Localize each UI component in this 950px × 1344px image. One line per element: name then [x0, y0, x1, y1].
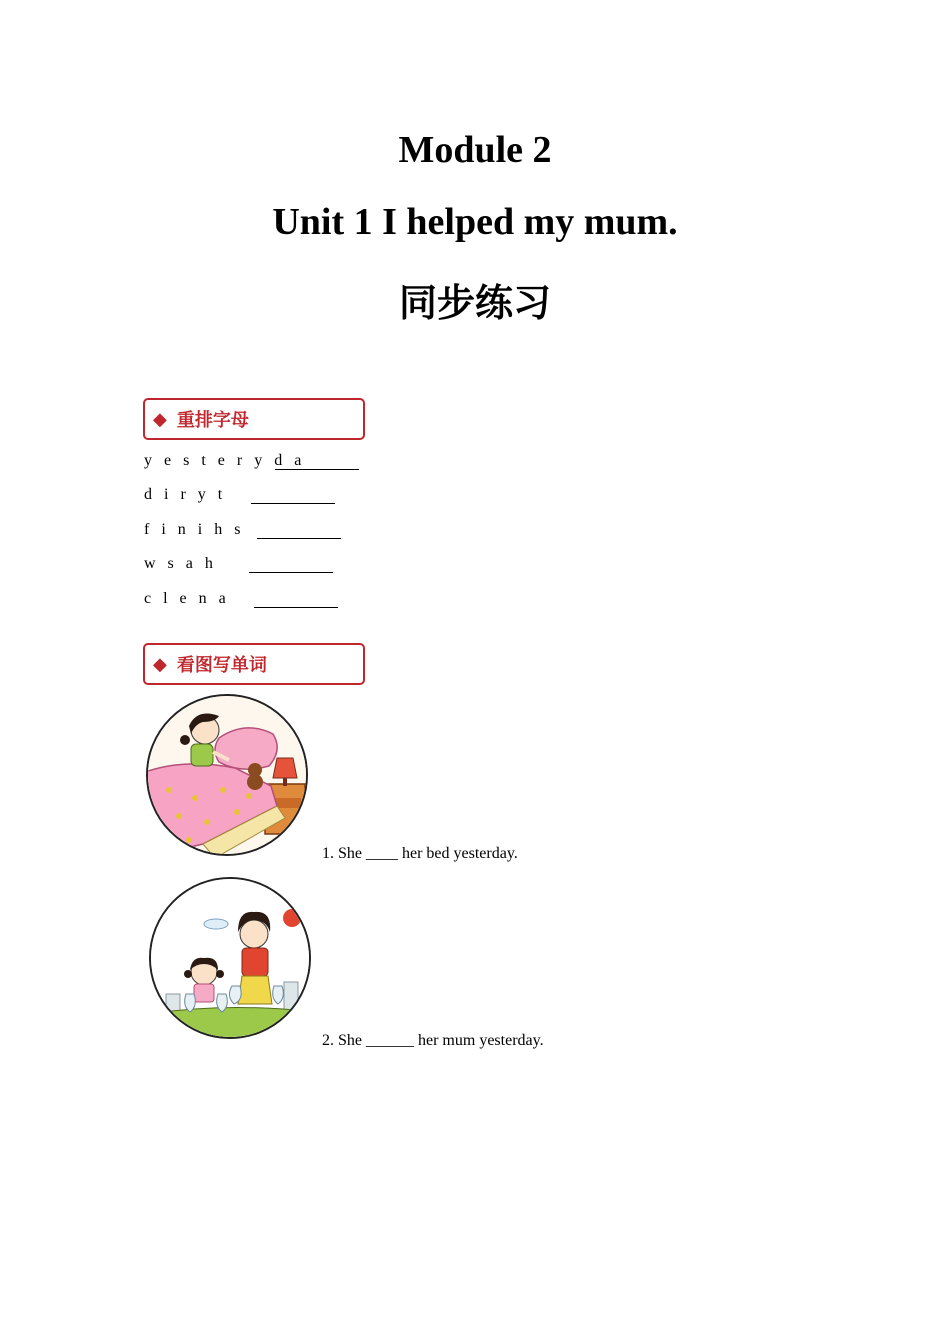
answer-blank[interactable]	[257, 538, 341, 539]
answer-blank[interactable]	[251, 503, 335, 504]
module-title: Module 2	[398, 129, 552, 171]
answer-blank[interactable]	[249, 572, 333, 573]
section-title: 重排字母	[176, 410, 249, 431]
exercise-sentence-1: 1. She ____ her bed yesterday.	[322, 845, 518, 862]
exercise-sentence-2: 2. She ______ her mum yesterday.	[322, 1032, 544, 1049]
girl-making-bed-illustration	[145, 694, 311, 863]
section-header-picture-words	[143, 643, 365, 685]
page-subtitle: 同步练习	[398, 281, 551, 325]
diamond-bullet-icon: ◆	[153, 408, 167, 430]
scrambled-letters: y e s t e r y d a	[144, 452, 306, 469]
answer-blank[interactable]	[275, 469, 359, 470]
girl-helping-mum-carry-bags-illustration	[148, 876, 314, 1047]
scrambled-letters: f i n i h s	[144, 521, 245, 538]
scrambled-letters: d i r y t	[144, 486, 227, 503]
unit-title: Unit 1 I helped my mum.	[272, 201, 678, 243]
answer-blank[interactable]	[254, 607, 338, 608]
scrambled-letters: w s a h	[144, 555, 217, 572]
scrambled-letters: c l e n a	[144, 590, 230, 607]
diamond-bullet-icon: ◆	[153, 653, 167, 675]
section-header-rearrange	[143, 398, 365, 440]
section-title: 看图写单词	[176, 655, 267, 676]
